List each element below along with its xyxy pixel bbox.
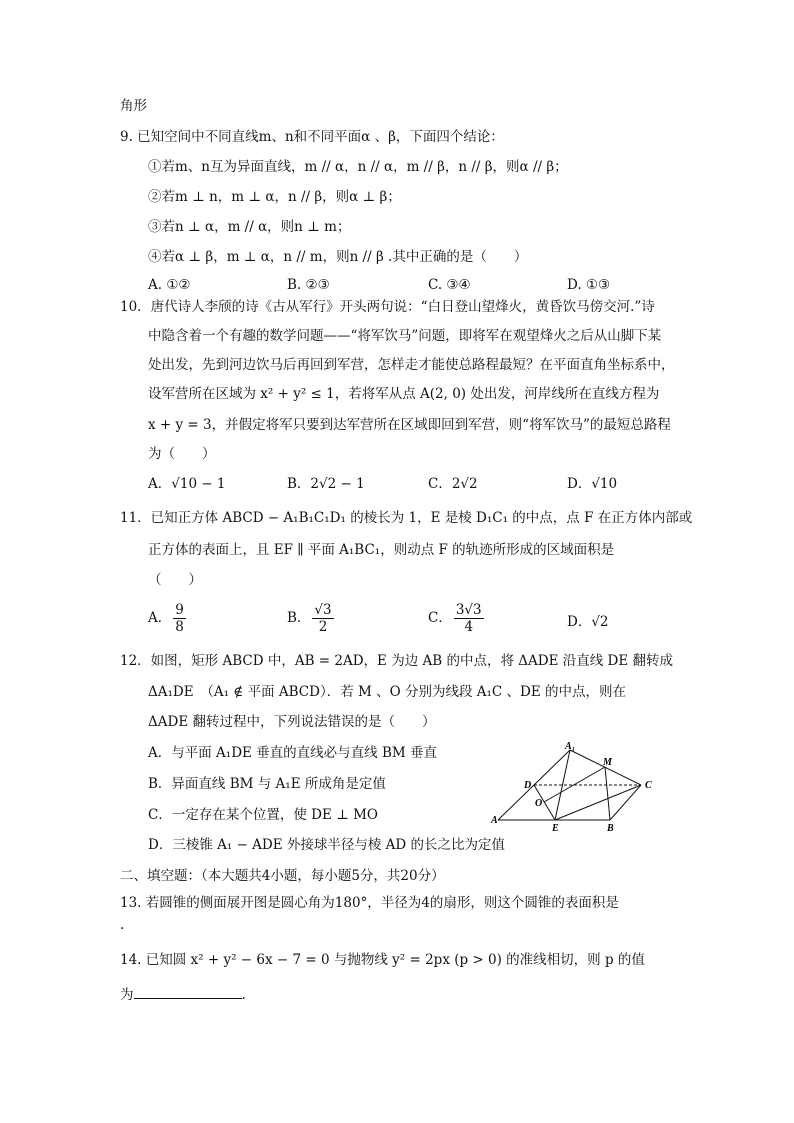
denominator: 8	[175, 619, 184, 635]
option-label: B．	[287, 610, 311, 626]
q11-option-a	[148, 602, 188, 635]
q11-option-b	[287, 602, 336, 635]
point-label-A1: A₁	[565, 741, 576, 752]
q9-conclusion-3: ③若n ⊥ α，m // α，则n ⊥ m；	[148, 219, 351, 235]
edge-A1D	[534, 750, 570, 785]
q12-line-2: ΔA₁DE （A₁ ∉ 平面 ABCD）．若 M 、O 分别为线段 A₁C 、DE 的中点，则在	[148, 684, 626, 700]
edge-A1E	[555, 750, 570, 820]
numerator: 3√3	[455, 602, 482, 618]
q12-option-d: D．三棱锥 A₁ − ADE 外接球半径与棱 AD 的长之比为定值	[148, 837, 506, 853]
q12-line-3: ΔADE 翻转过程中，下列说法错误的是（ ）	[148, 714, 436, 730]
q12-line-1: 12．如图，矩形 ABCD 中，AB = 2AD，E 为边 AB 的中点，将 ΔADE 沿直线 DE 翻转成	[120, 653, 673, 669]
point-label-O: O	[535, 798, 543, 809]
q10-line-6: 为（ ）	[148, 446, 216, 462]
point-label-D: D	[524, 780, 532, 791]
q14-line-1: 14. 已知圆 x² + y² − 6x − 7 = 0 与抛物线 y² = 2px (p > 0) 的准线相切，则 p 的值	[120, 952, 645, 968]
q14-prefix: 为	[120, 987, 134, 1003]
q12-figure	[488, 740, 663, 835]
q10-option-d: D．√10	[567, 476, 618, 492]
q11-option-d: D．√2	[567, 614, 609, 630]
point-label-B: B	[607, 823, 614, 834]
fraction	[454, 602, 484, 635]
q11-line-2: 正方体的表面上，且 EF ∥ 平面 A₁BC₁，则动点 F 的轨迹所形成的区域面积是	[148, 542, 615, 558]
question-9-stem: 9. 已知空间中不同直线m、n和不同平面α 、β，下面四个结论：	[120, 129, 504, 145]
q9-conclusion-1: ①若m、n互为异面直线，m // α，n // α，m // β，n // β，则α // β；	[148, 159, 568, 175]
q13-line-1: 13. 若圆锥的侧面展开图是圆心角为180°，半径为4的扇形，则这个圆锥的表面积是	[120, 895, 619, 911]
q10-line-3: 处出发，先到河边饮马后再回到军营，怎样走才能使总路程最短？在平面直角坐标系中，	[148, 357, 675, 373]
q11-line-1: 11．已知正方体 ABCD − A₁B₁C₁D₁ 的棱长为 1，E 是棱 D₁C₁ 的中点，点 F 在正方体内部或	[120, 510, 693, 526]
edge-BM	[605, 767, 610, 820]
fraction	[312, 602, 333, 635]
denominator: 4	[464, 619, 474, 635]
q12-option-a: A．与平面 A₁DE 垂直的直线必与直线 BM 垂直	[148, 745, 437, 761]
edge-EC	[555, 785, 641, 820]
q9-conclusion-4: ④若α ⊥ β，m ⊥ α，n // m，则n // β .其中正确的是（ ）	[148, 249, 528, 265]
point-label-M: M	[603, 757, 612, 768]
q10-line-1: 10．唐代诗人李颀的诗《古从军行》开头两句说：“白日登山望烽火，黄昏饮马傍交河.”诗	[120, 299, 655, 315]
q11-option-c	[428, 602, 486, 635]
fraction	[173, 602, 186, 635]
point-label-E: E	[552, 823, 559, 834]
q12-option-b: B．异面直线 BM 与 A₁E 所成角是定值	[148, 776, 386, 792]
q9-option-c: C. ③④	[428, 277, 471, 293]
point-label-C: C	[645, 780, 652, 791]
q10-option-a: A．√10 − 1	[148, 476, 226, 492]
q9-conclusion-2: ②若m ⊥ n，m ⊥ α，n // β，则α ⊥ β；	[148, 189, 401, 205]
q11-line-3: （ ）	[148, 572, 202, 588]
q12-option-c: C．一定存在某个位置，使 DE ⊥ MO	[148, 807, 378, 823]
numerator: 9	[175, 602, 184, 618]
denominator: 2	[318, 619, 328, 635]
q10-option-c: C．2√2	[428, 476, 478, 492]
q10-line-5: x + y = 3，并假定将军只要到达军营所在区域即回到军营，则“将军饮马”的最短总路程	[148, 417, 671, 433]
q10-option-b: B．2√2 − 1	[287, 476, 365, 492]
q14-line-2	[120, 984, 246, 1005]
section-2-heading: 二、填空题：（本大题共4小题，每小题5分，共20分）	[120, 868, 445, 884]
option-label: A．	[148, 610, 172, 626]
q13-line-2: .	[120, 917, 125, 933]
text-line: 角形	[120, 98, 147, 114]
q10-line-2: 中隐含着一个有趣的数学问题——“将军饮马”问题，即将军在观望烽火之后从山脚下某	[148, 328, 662, 344]
q14-suffix: .	[241, 987, 246, 1003]
q10-line-4: 设军营所在区域为 x² + y² ≤ 1，若将军从点 A(2, 0) 处出发，河岸线所在直线方程为	[148, 386, 660, 402]
point-label-A: A	[491, 815, 498, 826]
edge-BC	[610, 785, 641, 820]
q9-option-b: B. ②③	[287, 277, 330, 293]
q9-option-a: A. ①②	[148, 277, 191, 293]
option-label: C．	[428, 610, 452, 626]
answer-blank	[134, 984, 242, 999]
q9-option-d: D. ①③	[567, 277, 611, 293]
numerator: √3	[314, 602, 332, 618]
